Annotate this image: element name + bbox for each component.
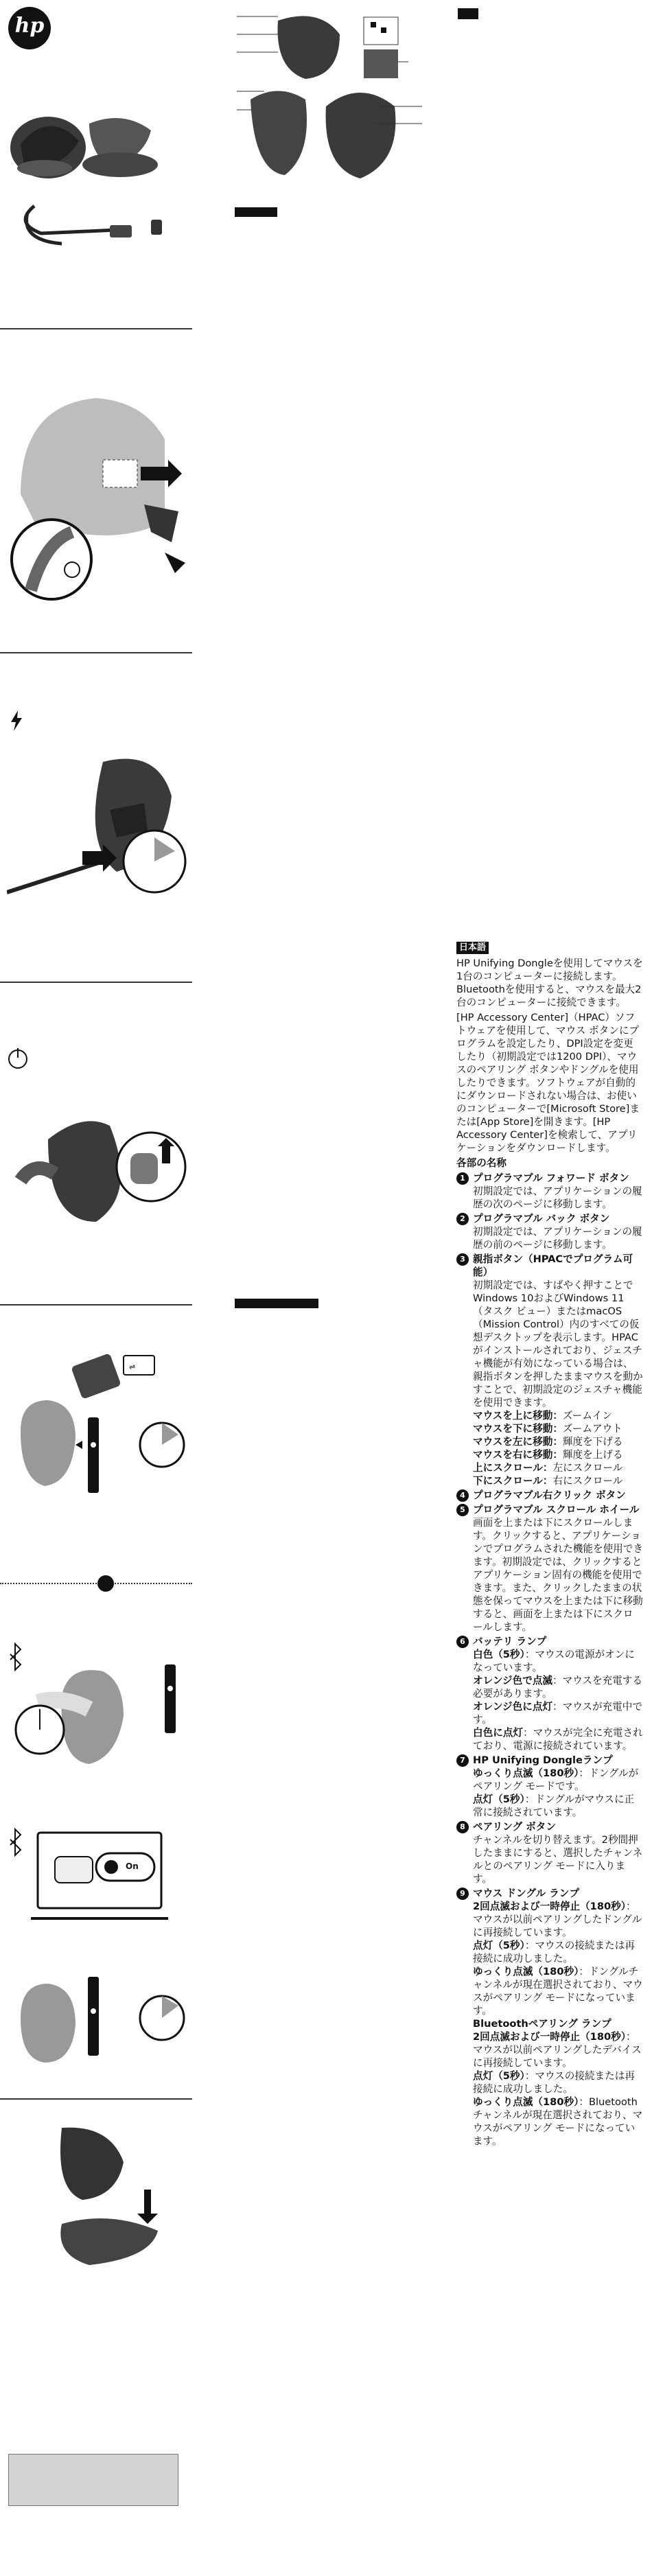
gesture-key: 下にスクロール： [473, 1475, 553, 1487]
state-row [473, 1674, 643, 1700]
language-tag-placeholder [235, 207, 277, 217]
state-value: ：マウスが以前ペアリングしたドングルに再接続しています。 [473, 1901, 642, 1938]
state-key: ゆっくり点滅（180秒） [473, 1966, 579, 1977]
state-row [473, 2096, 643, 2148]
callout-number: 4 [456, 1489, 469, 1502]
bluetooth-pairing-illustration [7, 1640, 189, 1778]
power-icon [7, 1047, 29, 1070]
part-item [456, 1754, 643, 1819]
mouse-top-callout-diagram [237, 7, 408, 82]
gesture-value: 輝度を下げる [562, 1436, 623, 1448]
part-title: マウス ドングル ランプ [473, 1888, 579, 1899]
gesture-value: 輝度を上げる [562, 1449, 623, 1461]
part-description: 初期設定では、アプリケーションの履歴の次のページに移動します。 [473, 1185, 642, 1210]
gesture-value: 右にスクロール [552, 1475, 623, 1487]
state-value: ：ドングルがペアリング モードです。 [473, 1767, 639, 1792]
part-item [456, 1489, 643, 1502]
attach-base-illustration [7, 2121, 189, 2279]
gesture-row [473, 1422, 643, 1435]
part-title: プログラマブル スクロール ホイール [473, 1504, 640, 1516]
part-item [456, 1820, 643, 1885]
callout-number: 8 [456, 1821, 469, 1833]
state-key: 2回点滅および一時停止（180秒） [473, 2031, 627, 2043]
state-value: ：ドングルチャンネルが現在選択されており、マウスがペアリング モードになっています。 [473, 1966, 643, 2017]
section-divider-dotted [0, 1583, 192, 1584]
part-title: 親指ボタン（HPACでプログラム可能） [473, 1253, 633, 1278]
gesture-row [473, 1409, 643, 1422]
state-row [473, 2030, 643, 2069]
state-key: オレンジ色に点灯 [473, 1701, 553, 1713]
state-key: 白色（5秒） [473, 1649, 525, 1660]
part-item [456, 1253, 643, 1487]
part-description: 初期設定では、すばやく押すことでWindows 10およびWindows 11（タスク ビュー）またはmacOS（Mission Control）内のすべての仮想デスクトップを表示します。HPACがインストールされており、ジェスチャ機能が有効になっている場合は、親指ボタンを押したままマウスを動かすことで、初期設定のジェスチャ機能を使用できます。 [473, 1279, 643, 1408]
state-value: ：マウスの接続または再接続に成功しました。 [473, 2070, 635, 2095]
callout-number: 3 [456, 1253, 469, 1266]
bluetooth-on-label: On [126, 1861, 139, 1871]
part-title: ペアリング ボタン [473, 1821, 556, 1833]
gesture-key: マウスを下に移動： [473, 1423, 563, 1435]
section-divider [0, 2098, 192, 2100]
part-title: バッテリ ランプ [473, 1636, 547, 1647]
state-row [473, 1700, 643, 1726]
parts-heading: 各部の名称 [456, 1157, 507, 1169]
state-row [473, 1726, 643, 1752]
charging-illustration [7, 741, 189, 927]
callout-number: 5 [456, 1504, 469, 1516]
state-value: ：ドングルがマウスに正常に接続されています。 [473, 1794, 635, 1818]
state-key: 2回点滅および一時停止（180秒） [473, 1901, 627, 1912]
gesture-row [473, 1448, 643, 1461]
state-row [473, 1767, 643, 1793]
state-key: 点灯（5秒） [473, 2070, 525, 2082]
power-switch-illustration [7, 1098, 189, 1235]
state-row [473, 1939, 643, 1965]
gesture-key: マウスを上に移動： [473, 1410, 563, 1422]
state-row [473, 2069, 643, 2096]
gesture-row [473, 1461, 643, 1474]
state-key: 点灯（5秒） [473, 1940, 525, 1951]
state-row [473, 1900, 643, 1939]
part-description: チャンネルを切り替えます。2秒間押したままにすると、選択したチャンネルとのペアリング モードに入ります。 [473, 1834, 643, 1885]
part-item [456, 1887, 643, 2148]
state-row [473, 1793, 643, 1819]
gesture-key: 上にスクロール： [473, 1462, 553, 1474]
callout-number: 2 [456, 1213, 469, 1225]
gesture-row [473, 1474, 643, 1487]
part-title: プログラマブル右クリック ボタン [473, 1489, 626, 1501]
bluetooth-lamp-heading: Bluetoothペアリング ランプ [473, 2018, 612, 2030]
laptop-bluetooth-illustration [7, 1826, 189, 1929]
blank-label-box [8, 2454, 178, 2506]
state-row [473, 1648, 643, 1674]
state-key: ゆっくり点滅（180秒） [473, 1767, 579, 1779]
section-divider [0, 652, 192, 653]
language-badge: 日本語 [456, 942, 489, 954]
gesture-value: ズームイン [562, 1410, 612, 1422]
hp-logo [8, 7, 51, 49]
state-value: ：マウスが完全に充電されており、電源に接続されています。 [473, 1727, 643, 1752]
section-divider [0, 328, 192, 329]
hp-logo-text: hp [14, 14, 45, 38]
gesture-value: 左にスクロール [552, 1462, 623, 1474]
callout-number: 6 [456, 1636, 469, 1648]
part-item [456, 1172, 643, 1211]
part-description: 画面を上または下にスクロールします。クリックすると、アプリケーションでプログラムされた機能を使用できます。初期設定では、クリックするとアプリケーション固有の機能を使用できます。また、クリックしたままの状態を保ってマウスを上または下に移動すると、画面を上または下にスクロールします。 [473, 1517, 643, 1633]
section-marker-dot [97, 1575, 114, 1592]
svg-text:⇌: ⇌ [129, 1362, 136, 1371]
gesture-value: ズームアウト [562, 1423, 622, 1435]
state-value: ：Bluetoothチャンネルが現在選択されており、マウスがペアリング モードになっています。 [473, 2096, 643, 2147]
part-item [456, 1212, 643, 1251]
state-value: ：マウスの電源がオンになっています。 [473, 1649, 635, 1673]
part-title: HP Unifying Dongleランプ [473, 1754, 613, 1766]
remove-dongle-illustration [7, 384, 189, 611]
part-item [456, 1503, 643, 1634]
japanese-instructions [456, 940, 643, 2149]
state-key: ゆっくり点滅（180秒） [473, 2096, 579, 2108]
state-key: 白色に点灯 [473, 1727, 523, 1739]
state-value: ：マウスを充電する必要があります。 [473, 1675, 642, 1699]
part-description: 初期設定では、アプリケーションの履歴の前のページに移動します。 [473, 1226, 642, 1251]
gesture-key: マウスを右に移動： [473, 1449, 563, 1461]
state-row [473, 1965, 643, 2017]
channel-select-illustration [7, 1963, 189, 2066]
section-divider [0, 982, 192, 983]
part-title: プログラマブル バック ボタン [473, 1213, 610, 1225]
callout-number: 7 [456, 1754, 469, 1767]
gesture-key: マウスを左に移動： [473, 1436, 563, 1448]
callout-number: 9 [456, 1888, 469, 1900]
state-key: オレンジ色で点滅 [473, 1675, 553, 1686]
state-value: ：マウスが充電中です。 [473, 1701, 642, 1726]
state-key: 点灯（5秒） [473, 1794, 525, 1805]
callout-number: 1 [456, 1172, 469, 1185]
state-value: ：マウスが以前ペアリングしたデバイスに再接続しています。 [473, 2031, 642, 2069]
charging-bolt-icon [10, 710, 23, 731]
state-value: ：マウスの接続または再接続に成功しました。 [473, 1940, 635, 1964]
mouse-side-callout-diagram [237, 79, 422, 182]
intro-paragraph: HP Unifying Dongleを使用してマウスを1台のコンピューターに接続します。Bluetoothを使用すると、マウスを最大2台のコンピューターに接続できます。 [456, 958, 643, 1008]
section-divider [0, 1304, 192, 1306]
part-item [456, 1635, 643, 1752]
language-tag-placeholder [235, 1299, 318, 1308]
language-tag-placeholder [458, 8, 478, 19]
box-contents-illustration [7, 103, 189, 268]
usb-dongle-pairing-illustration [7, 1342, 189, 1513]
gesture-row [473, 1435, 643, 1448]
part-title: プログラマブル フォワード ボタン [473, 1172, 629, 1184]
hpac-paragraph: [HP Accessory Center]（HPAC）ソフトウェアを使用して、マウス ボタンにプログラムを設定したり、DPI設定を変更したり（初期設定では1200 DPI）、マウスのペアリング ボタンやドングルを使用したりできます。ソフトウェアが自動的にダウンロードされない場合は、お使いのコンピューターで[Microsoft Store]または[App Store]を開きます。[HP Accessory Center]を検索して、アプリケーションをダウンロードします。 [456, 1012, 640, 1154]
